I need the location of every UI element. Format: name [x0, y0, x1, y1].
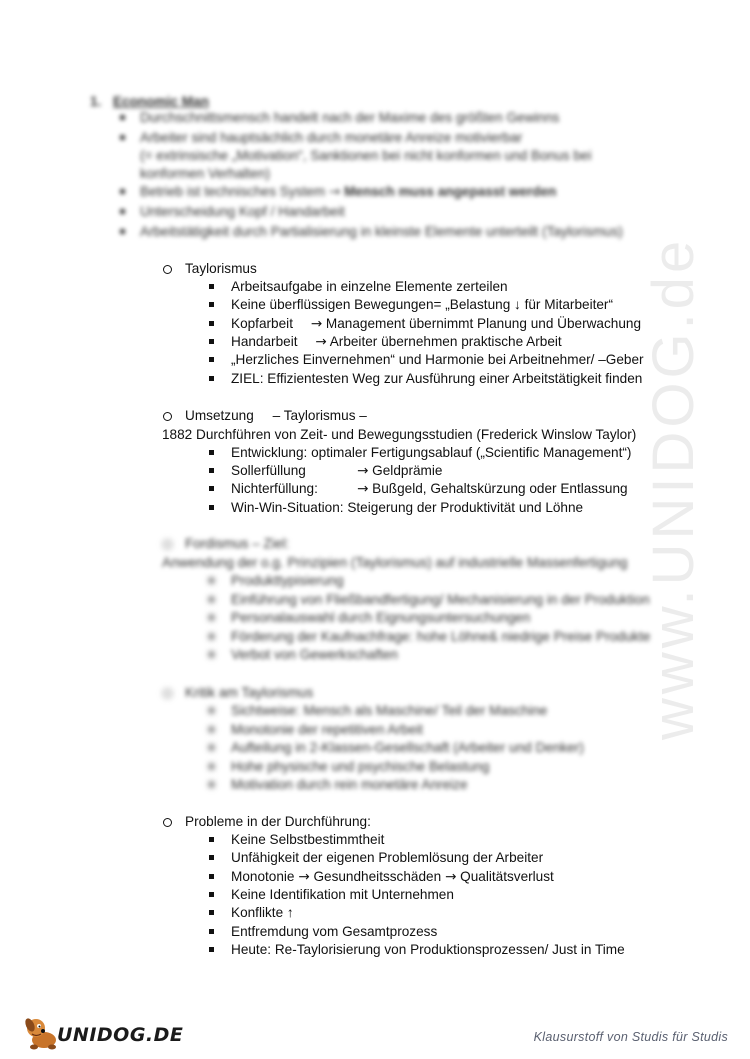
list-item-text: Geldprämie — [372, 463, 443, 478]
square-bullet-icon — [209, 597, 214, 602]
list-item: Arbeitstätigkeit durch Partialisierung in kleinste Elemente unterteilt (Taylorismus) — [140, 224, 623, 239]
square-bullet-icon — [209, 376, 214, 381]
square-bullet-icon — [209, 727, 214, 732]
list-item: Keine Identifikation mit Unternehmen — [231, 887, 454, 902]
list-item: Arbeiter sind hauptsächlich durch monetäre Anreize motivierbar — [140, 130, 523, 145]
list-item: Entfremdung vom Gesamtprozess — [231, 924, 438, 939]
square-bullet-icon — [209, 837, 214, 842]
arrow-icon: → — [444, 869, 457, 885]
square-bullet-icon — [209, 302, 214, 307]
square-bullet-icon — [209, 450, 214, 455]
list-item: Konflikte ↑ — [231, 905, 294, 920]
square-bullet-icon — [209, 745, 214, 750]
square-bullet-icon — [209, 486, 214, 491]
subsection-title: Kritik am Taylorismus — [185, 685, 314, 700]
square-bullet-icon — [209, 505, 214, 510]
section-number: 1. — [90, 94, 102, 109]
subsection-title: Fordismus – Ziel: — [185, 536, 290, 551]
bullet — [120, 189, 125, 194]
square-bullet-icon — [209, 615, 214, 620]
list-item-emphasis: Mensch muss angepasst werden — [344, 184, 557, 199]
square-bullet-icon — [209, 284, 214, 289]
square-bullet-icon — [209, 468, 214, 473]
list-item-continuation: konformen Verhalten) — [140, 166, 270, 181]
list-item — [231, 315, 641, 333]
square-bullet-icon — [209, 910, 214, 915]
square-bullet-icon — [209, 357, 214, 362]
circle-bullet-icon — [163, 689, 172, 698]
list-item-continuation: (= extrinsische „Motivation“, Sanktionen bei nicht konformen und Bonus bei — [140, 148, 592, 163]
subsection-intro: 1882 Durchführen von Zeit- und Bewegungsstudien (Frederick Winslow Taylor) — [162, 427, 637, 442]
list-item-text: Nichterfüllung: — [231, 481, 318, 496]
list-item-text: Sollerfüllung — [231, 463, 306, 478]
square-bullet-icon — [209, 929, 214, 934]
list-item — [231, 480, 318, 498]
list-item: Motivation durch rein monetäre Anreize — [231, 777, 468, 792]
list-item-text: Kopfarbeit — [231, 316, 293, 331]
list-item: Keine überflüssigen Bewegungen= „Belastung ↓ für Mitarbeiter“ — [231, 297, 613, 312]
arrow-icon: → — [328, 184, 341, 200]
list-item-text: Arbeiter übernehmen praktische Arbeit — [329, 334, 562, 349]
subsection-title: Probleme in der Durchführung: — [185, 814, 371, 829]
list-item: Sichtweise: Mensch als Maschine/ Teil der Maschine — [231, 703, 548, 718]
subsection-title: Taylorismus — [185, 261, 257, 276]
footer-tagline: Klausurstoff von Studis für Studis — [533, 1030, 728, 1044]
list-item-text: Handarbeit — [231, 334, 298, 349]
list-item: Entwicklung: optimaler Fertigungsablauf („Scientific Management“) — [231, 445, 632, 460]
list-item-result — [357, 462, 442, 480]
circle-bullet-icon — [163, 540, 172, 549]
square-bullet-icon — [209, 708, 214, 713]
list-item-text: Gesundheitsschäden — [313, 869, 442, 884]
list-item — [140, 183, 556, 201]
subsection-title: Umsetzung – Taylorismus – — [185, 408, 367, 423]
arrow-icon: → — [357, 481, 369, 497]
section-heading: Economic Man — [113, 94, 209, 109]
square-bullet-icon — [209, 634, 214, 639]
square-bullet-icon — [209, 339, 214, 344]
subsection-intro: Anwendung der o.g. Prinzipien (Taylorismus) auf industrielle Massenfertigung — [162, 555, 628, 570]
list-item: Personalauswahl durch Eignungsuntersuchungen — [231, 610, 531, 625]
list-item: Durchschnittsmensch handelt nach der Maxime des größten Gewinns — [140, 110, 560, 125]
list-item: Förderung der Kaufnachfrage: hohe Löhne& niedrige Preise Produkte — [231, 629, 651, 644]
logo-text: UNIDOG.DE — [57, 1024, 184, 1046]
list-item: Aufteilung in 2-Klassen-Gesellschaft (Arbeiter und Denker) — [231, 740, 584, 755]
square-bullet-icon — [209, 874, 214, 879]
list-item-text: Management übernimmt Planung und Überwachung — [325, 316, 642, 331]
list-item: Verbot von Gewerkschaften — [231, 647, 398, 662]
list-item: Win-Win-Situation: Steigerung der Produktivität und Löhne — [231, 500, 584, 515]
list-item-text: Betrieb ist technisches System — [140, 184, 326, 199]
unidog-logo[interactable] — [22, 1012, 184, 1052]
bullet — [120, 209, 125, 214]
circle-bullet-icon — [163, 818, 172, 827]
arrow-icon: → — [298, 869, 310, 885]
list-item-text: Qualitätsverlust — [460, 869, 554, 884]
bullet — [120, 115, 125, 120]
list-item — [231, 868, 554, 886]
arrow-icon: → — [357, 463, 369, 479]
dog-mascot-icon — [22, 1012, 62, 1052]
square-bullet-icon — [209, 764, 214, 769]
square-bullet-icon — [209, 321, 214, 326]
list-item: Einführung von Fließbandfertigung/ Mechanisierung in der Produktion — [231, 592, 650, 607]
arrow-icon: → — [315, 334, 327, 350]
square-bullet-icon — [209, 578, 214, 583]
square-bullet-icon — [209, 892, 214, 897]
bullet — [120, 135, 125, 140]
list-item — [231, 462, 306, 480]
square-bullet-icon — [209, 652, 214, 657]
list-item: „Herzliches Einvernehmen“ und Harmonie bei Arbeitnehmer/ –Geber — [231, 352, 644, 367]
list-item: Produkttypisierung — [231, 573, 344, 588]
list-item-text: Monotonie — [231, 869, 295, 884]
list-item: Arbeitsaufgabe in einzelne Elemente zerteilen — [231, 279, 508, 294]
square-bullet-icon — [209, 782, 214, 787]
square-bullet-icon — [209, 947, 214, 952]
list-item-text: Bußgeld, Gehaltskürzung oder Entlassung — [372, 481, 628, 496]
circle-bullet-icon — [163, 265, 172, 274]
list-item: ZIEL: Effizientesten Weg zur Ausführung einer Arbeitstätigkeit finden — [231, 371, 643, 386]
list-item: Monotonie der repetitiven Arbeit — [231, 722, 423, 737]
list-item-result — [357, 480, 628, 498]
list-item: Unfähigkeit der eigenen Problemlösung der Arbeiter — [231, 850, 544, 865]
watermark: www.UNIDOG.de — [641, 236, 706, 740]
bullet — [120, 229, 125, 234]
list-item: Heute: Re-Taylorisierung von Produktionsprozessen/ Just in Time — [231, 942, 625, 957]
list-item — [231, 333, 562, 351]
arrow-icon: → — [310, 316, 323, 332]
list-item: Hohe physische und psychische Belastung — [231, 759, 490, 774]
list-item: Keine Selbstbestimmtheit — [231, 832, 385, 847]
square-bullet-icon — [209, 855, 214, 860]
list-item: Unterscheidung Kopf / Handarbeit — [140, 204, 345, 219]
circle-bullet-icon — [163, 412, 172, 421]
